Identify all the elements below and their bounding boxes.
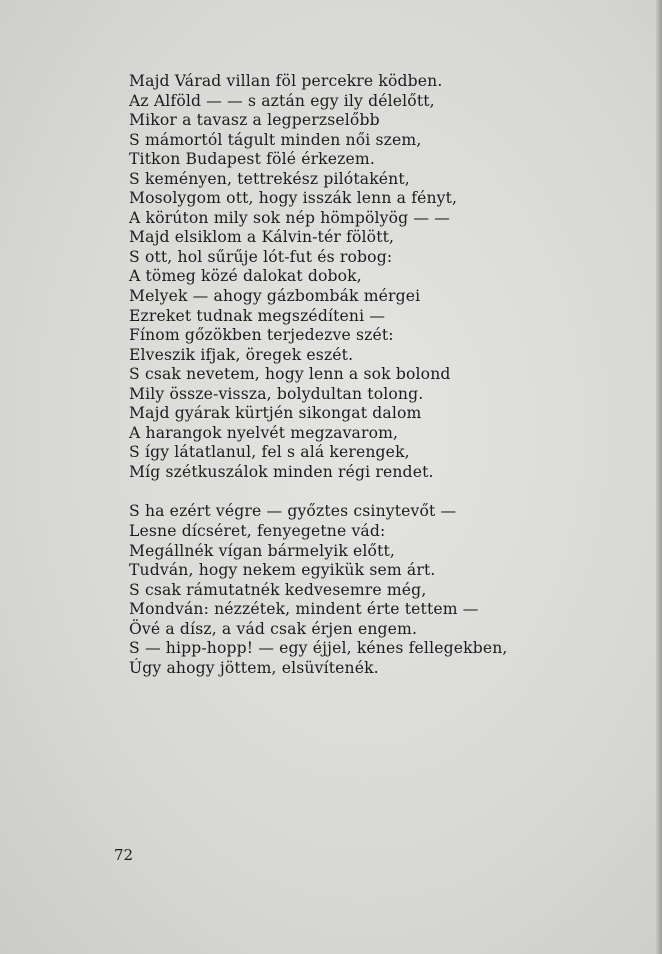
poem-line: Tudván, hogy nekem egyikük sem árt. (129, 561, 436, 580)
poem-line: Elveszik ifjak, öregek eszét. (129, 345, 354, 364)
poem-line: Mikor a tavasz a legperzselőbb (129, 111, 380, 130)
poem-line: A körúton mily sok nép hömpölyög — — (129, 208, 450, 227)
poem-line: S csak nevetem, hogy lenn a sok bolond (129, 365, 451, 384)
poem-line: Titkon Budapest fölé érkezem. (129, 150, 375, 169)
poem-line: S így látatlanul, fel s alá kerengek, (129, 443, 410, 462)
poem-line: Melyek — ahogy gázbombák mérgei (129, 287, 421, 306)
poem-line: Majd gyárak kürtjén sikongat dalom (129, 404, 422, 423)
poem-line: Lesne dícséret, fenyegetne vád: (129, 522, 386, 541)
poem-line: S ott, hol sűrűje lót-fut és robog: (129, 247, 393, 266)
poem-line: Megállnék vígan bármelyik előtt, (129, 541, 396, 560)
poem-text (129, 72, 629, 678)
poem-line: S keményen, tettrekész pilótaként, (129, 169, 410, 188)
poem-line: Majd elsiklom a Kálvin-tér fölött, (129, 228, 395, 247)
poem-line: Míg szétkuszálok minden régi rendet. (129, 462, 434, 481)
poem-line: Mily össze-vissza, bolydultan tolong. (129, 384, 424, 403)
poem-line: Mondván: nézzétek, mindent érte tettem — (129, 600, 479, 619)
poem-line: A tömeg közé dalokat dobok, (129, 267, 362, 286)
poem-line: Az Alföld — — s aztán egy ily délelőtt, (129, 91, 435, 110)
poem-line: S — hipp-hopp! — egy éjjel, kénes fellegekben, (129, 639, 508, 658)
poem-line: Mosolygom ott, hogy isszák lenn a fényt, (129, 189, 458, 208)
poem-line: A harangok nyelvét megzavarom, (129, 423, 399, 442)
page-edge-shadow (656, 0, 662, 954)
poem-line: S csak rámutatnék kedvesemre még, (129, 580, 427, 599)
poem-line: Majd Várad villan föl percekre ködben. (129, 72, 443, 90)
poem-line: Fínom gőzökben terjedezve szét: (129, 326, 394, 345)
stanza-2 (129, 502, 629, 678)
page-number: 72 (114, 846, 134, 864)
poem-line: Úgy ahogy jöttem, elsüvítenék. (129, 658, 379, 677)
poem-line: S ha ezért végre — győztes csinytevőt — (129, 502, 457, 521)
poem-line: Ezreket tudnak megszédíteni — (129, 306, 386, 325)
poem-line: Övé a dísz, a vád csak érjen engem. (129, 619, 418, 638)
stanza-1 (129, 72, 629, 482)
poem-line: S mámortól tágult minden női szem, (129, 130, 422, 149)
